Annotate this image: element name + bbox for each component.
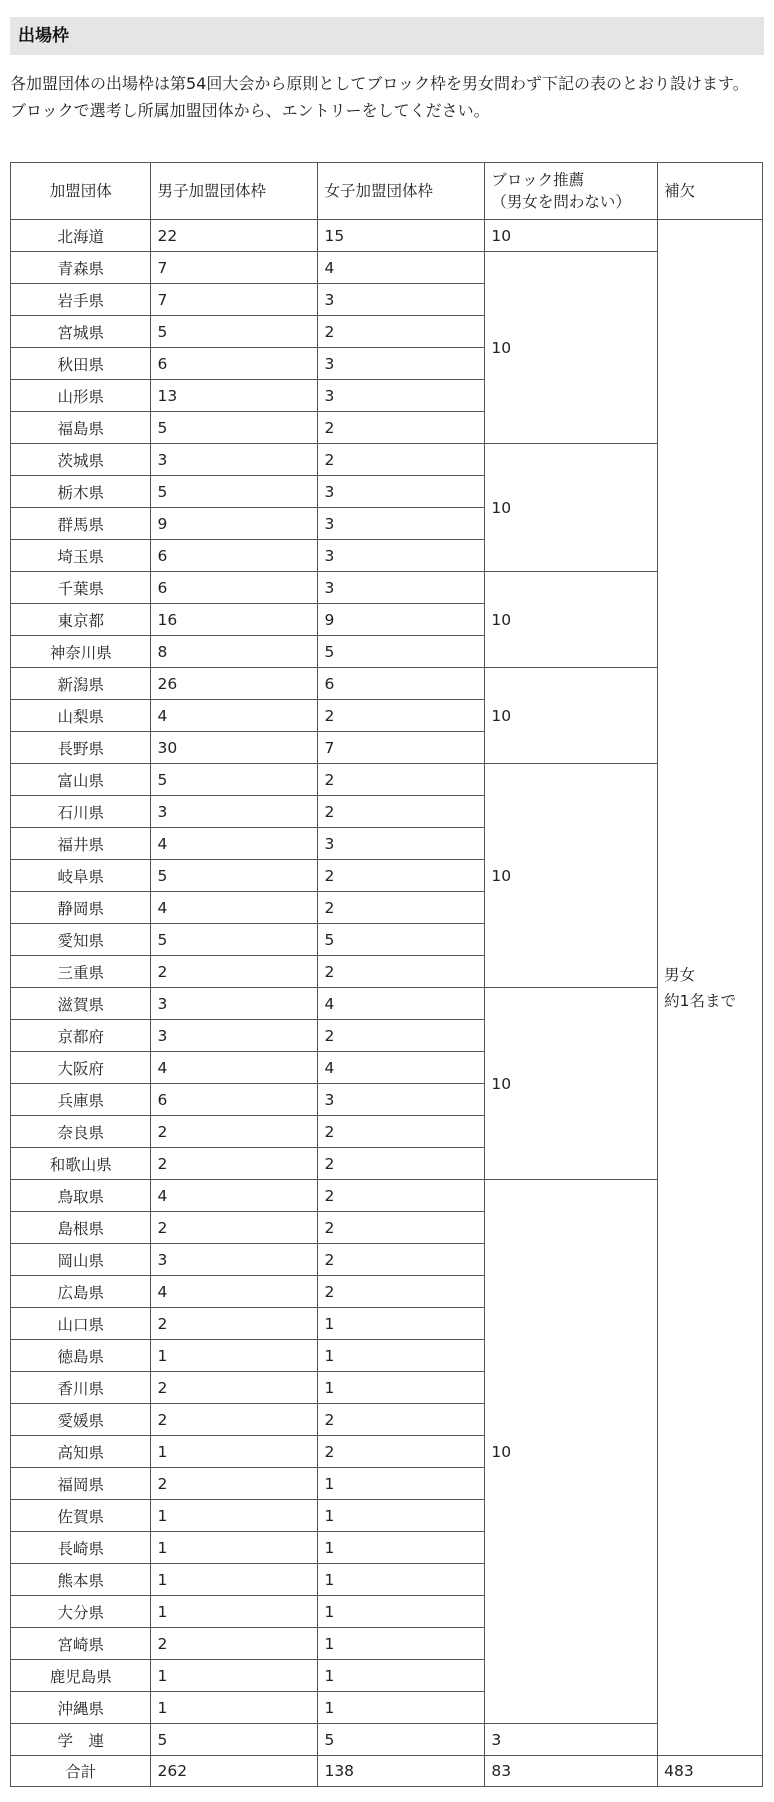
cell-female: 5 xyxy=(318,636,485,668)
cell-female: 2 xyxy=(318,796,485,828)
cell-org: 愛媛県 xyxy=(11,1404,151,1436)
cell-male: 4 xyxy=(151,700,318,732)
cell-female: 2 xyxy=(318,892,485,924)
cell-female: 1 xyxy=(318,1468,485,1500)
cell-female: 4 xyxy=(318,252,485,284)
cell-block: 10 xyxy=(485,572,658,668)
table-row xyxy=(11,444,763,476)
cell-male: 30 xyxy=(151,732,318,764)
table-row xyxy=(11,220,763,252)
table-row xyxy=(11,1724,763,1756)
cell-male: 6 xyxy=(151,572,318,604)
cell-male: 5 xyxy=(151,860,318,892)
quota-table xyxy=(10,162,763,1787)
cell-org: 愛知県 xyxy=(11,924,151,956)
cell-org: 東京都 xyxy=(11,604,151,636)
cell-org: 高知県 xyxy=(11,1436,151,1468)
cell-female: 6 xyxy=(318,668,485,700)
intro-paragraph: 各加盟団体の出場枠は第54回大会から原則としてブロック枠を男女問わず下記の表のとおり設けます。ブロックで選考し所属加盟団体から、エントリーをしてください。 xyxy=(10,74,749,120)
cell-block: 3 xyxy=(485,1724,658,1756)
cell-female: 4 xyxy=(318,1052,485,1084)
supplement-line1: 男女 xyxy=(664,965,696,984)
cell-male: 1 xyxy=(151,1340,318,1372)
cell-org: 鹿児島県 xyxy=(11,1660,151,1692)
cell-male: 4 xyxy=(151,892,318,924)
cell-org: 沖縄県 xyxy=(11,1692,151,1724)
cell-male: 2 xyxy=(151,1468,318,1500)
header-block xyxy=(485,163,658,220)
cell-block: 10 xyxy=(485,988,658,1180)
cell-female: 2 xyxy=(318,444,485,476)
cell-male: 8 xyxy=(151,636,318,668)
cell-block: 10 xyxy=(485,252,658,444)
total-female: 138 xyxy=(318,1756,485,1787)
cell-org: 和歌山県 xyxy=(11,1148,151,1180)
cell-org: 石川県 xyxy=(11,796,151,828)
cell-female: 3 xyxy=(318,1084,485,1116)
cell-org: 北海道 xyxy=(11,220,151,252)
header-block-line2: （男女を問わない） xyxy=(491,193,631,211)
cell-female: 3 xyxy=(318,348,485,380)
cell-female: 15 xyxy=(318,220,485,252)
cell-male: 3 xyxy=(151,1020,318,1052)
cell-male: 6 xyxy=(151,348,318,380)
header-org: 加盟団体 xyxy=(11,163,151,220)
cell-org: 福井県 xyxy=(11,828,151,860)
cell-female: 2 xyxy=(318,1436,485,1468)
cell-block: 10 xyxy=(485,668,658,764)
cell-org: 長野県 xyxy=(11,732,151,764)
cell-supplement xyxy=(658,220,763,1756)
cell-org: 福岡県 xyxy=(11,1468,151,1500)
cell-org: 香川県 xyxy=(11,1372,151,1404)
cell-org: 青森県 xyxy=(11,252,151,284)
cell-female: 4 xyxy=(318,988,485,1020)
header-supp: 補欠 xyxy=(658,163,763,220)
cell-male: 5 xyxy=(151,924,318,956)
cell-male: 1 xyxy=(151,1596,318,1628)
cell-male: 7 xyxy=(151,284,318,316)
cell-org: 山形県 xyxy=(11,380,151,412)
cell-female: 2 xyxy=(318,1276,485,1308)
cell-male: 2 xyxy=(151,956,318,988)
table-body xyxy=(11,220,763,1756)
cell-org: 山梨県 xyxy=(11,700,151,732)
cell-org: 茨城県 xyxy=(11,444,151,476)
cell-male: 1 xyxy=(151,1564,318,1596)
cell-male: 26 xyxy=(151,668,318,700)
cell-female: 3 xyxy=(318,284,485,316)
total-label: 合計 xyxy=(11,1756,151,1787)
cell-org: 鳥取県 xyxy=(11,1180,151,1212)
cell-male: 4 xyxy=(151,828,318,860)
cell-org: 群馬県 xyxy=(11,508,151,540)
cell-org: 島根県 xyxy=(11,1212,151,1244)
cell-org: 奈良県 xyxy=(11,1116,151,1148)
cell-female: 5 xyxy=(318,924,485,956)
cell-female: 2 xyxy=(318,1116,485,1148)
cell-female: 9 xyxy=(318,604,485,636)
cell-org: 埼玉県 xyxy=(11,540,151,572)
cell-org: 学 連 xyxy=(11,1724,151,1756)
cell-org: 千葉県 xyxy=(11,572,151,604)
cell-female: 3 xyxy=(318,828,485,860)
table-row xyxy=(11,252,763,284)
cell-female: 5 xyxy=(318,1724,485,1756)
cell-male: 2 xyxy=(151,1308,318,1340)
cell-male: 22 xyxy=(151,220,318,252)
cell-male: 1 xyxy=(151,1532,318,1564)
header-male: 男子加盟団体枠 xyxy=(151,163,318,220)
cell-male: 5 xyxy=(151,764,318,796)
cell-male: 6 xyxy=(151,540,318,572)
cell-org: 岩手県 xyxy=(11,284,151,316)
cell-org: 神奈川県 xyxy=(11,636,151,668)
cell-female: 2 xyxy=(318,860,485,892)
cell-org: 滋賀県 xyxy=(11,988,151,1020)
cell-female: 1 xyxy=(318,1660,485,1692)
cell-male: 4 xyxy=(151,1276,318,1308)
cell-org: 大分県 xyxy=(11,1596,151,1628)
cell-male: 9 xyxy=(151,508,318,540)
table-row xyxy=(11,1180,763,1212)
cell-male: 2 xyxy=(151,1372,318,1404)
cell-female: 1 xyxy=(318,1308,485,1340)
cell-female: 2 xyxy=(318,1148,485,1180)
cell-org: 岐阜県 xyxy=(11,860,151,892)
cell-female: 3 xyxy=(318,572,485,604)
cell-org: 岡山県 xyxy=(11,1244,151,1276)
cell-block: 10 xyxy=(485,1180,658,1724)
cell-female: 2 xyxy=(318,700,485,732)
cell-male: 3 xyxy=(151,988,318,1020)
cell-female: 2 xyxy=(318,764,485,796)
total-supp: 483 xyxy=(658,1756,763,1787)
cell-male: 5 xyxy=(151,476,318,508)
cell-male: 13 xyxy=(151,380,318,412)
cell-org: 秋田県 xyxy=(11,348,151,380)
header-female: 女子加盟団体枠 xyxy=(318,163,485,220)
supplement-line2: 約1名まで xyxy=(664,991,737,1010)
cell-female: 3 xyxy=(318,476,485,508)
cell-org: 富山県 xyxy=(11,764,151,796)
cell-female: 1 xyxy=(318,1372,485,1404)
cell-male: 2 xyxy=(151,1116,318,1148)
cell-org: 宮崎県 xyxy=(11,1628,151,1660)
cell-male: 5 xyxy=(151,1724,318,1756)
cell-org: 宮城県 xyxy=(11,316,151,348)
cell-org: 佐賀県 xyxy=(11,1500,151,1532)
cell-male: 4 xyxy=(151,1180,318,1212)
cell-block: 10 xyxy=(485,764,658,988)
cell-org: 熊本県 xyxy=(11,1564,151,1596)
cell-block: 10 xyxy=(485,220,658,252)
cell-female: 3 xyxy=(318,540,485,572)
cell-female: 1 xyxy=(318,1500,485,1532)
cell-org: 福島県 xyxy=(11,412,151,444)
cell-female: 2 xyxy=(318,1244,485,1276)
cell-male: 2 xyxy=(151,1628,318,1660)
cell-org: 三重県 xyxy=(11,956,151,988)
cell-org: 静岡県 xyxy=(11,892,151,924)
table-row xyxy=(11,764,763,796)
cell-female: 1 xyxy=(318,1564,485,1596)
cell-male: 1 xyxy=(151,1500,318,1532)
cell-org: 兵庫県 xyxy=(11,1084,151,1116)
table-row xyxy=(11,668,763,700)
cell-male: 1 xyxy=(151,1692,318,1724)
cell-female: 1 xyxy=(318,1596,485,1628)
total-male: 262 xyxy=(151,1756,318,1787)
cell-female: 3 xyxy=(318,380,485,412)
cell-female: 2 xyxy=(318,412,485,444)
cell-female: 2 xyxy=(318,1020,485,1052)
cell-female: 1 xyxy=(318,1340,485,1372)
total-row xyxy=(11,1756,763,1787)
cell-female: 2 xyxy=(318,316,485,348)
cell-org: 広島県 xyxy=(11,1276,151,1308)
section-heading: 出場枠 xyxy=(10,17,764,55)
cell-female: 2 xyxy=(318,1404,485,1436)
cell-male: 3 xyxy=(151,444,318,476)
cell-male: 16 xyxy=(151,604,318,636)
table-header-row xyxy=(11,163,763,220)
cell-org: 栃木県 xyxy=(11,476,151,508)
cell-block: 10 xyxy=(485,444,658,572)
cell-female: 3 xyxy=(318,508,485,540)
cell-org: 徳島県 xyxy=(11,1340,151,1372)
cell-female: 2 xyxy=(318,956,485,988)
table-row xyxy=(11,572,763,604)
cell-male: 2 xyxy=(151,1148,318,1180)
cell-org: 長崎県 xyxy=(11,1532,151,1564)
cell-male: 3 xyxy=(151,1244,318,1276)
cell-male: 1 xyxy=(151,1660,318,1692)
header-block-line1: ブロック推薦 xyxy=(491,171,585,189)
cell-male: 4 xyxy=(151,1052,318,1084)
cell-org: 山口県 xyxy=(11,1308,151,1340)
cell-male: 1 xyxy=(151,1436,318,1468)
total-block: 83 xyxy=(485,1756,658,1787)
cell-female: 2 xyxy=(318,1180,485,1212)
cell-male: 5 xyxy=(151,316,318,348)
cell-male: 5 xyxy=(151,412,318,444)
cell-female: 1 xyxy=(318,1628,485,1660)
cell-male: 7 xyxy=(151,252,318,284)
cell-org: 新潟県 xyxy=(11,668,151,700)
table-row xyxy=(11,988,763,1020)
cell-female: 1 xyxy=(318,1532,485,1564)
cell-female: 2 xyxy=(318,1212,485,1244)
cell-male: 3 xyxy=(151,796,318,828)
cell-org: 京都府 xyxy=(11,1020,151,1052)
cell-female: 7 xyxy=(318,732,485,764)
cell-female: 1 xyxy=(318,1692,485,1724)
cell-male: 2 xyxy=(151,1212,318,1244)
cell-org: 大阪府 xyxy=(11,1052,151,1084)
cell-male: 6 xyxy=(151,1084,318,1116)
cell-male: 2 xyxy=(151,1404,318,1436)
